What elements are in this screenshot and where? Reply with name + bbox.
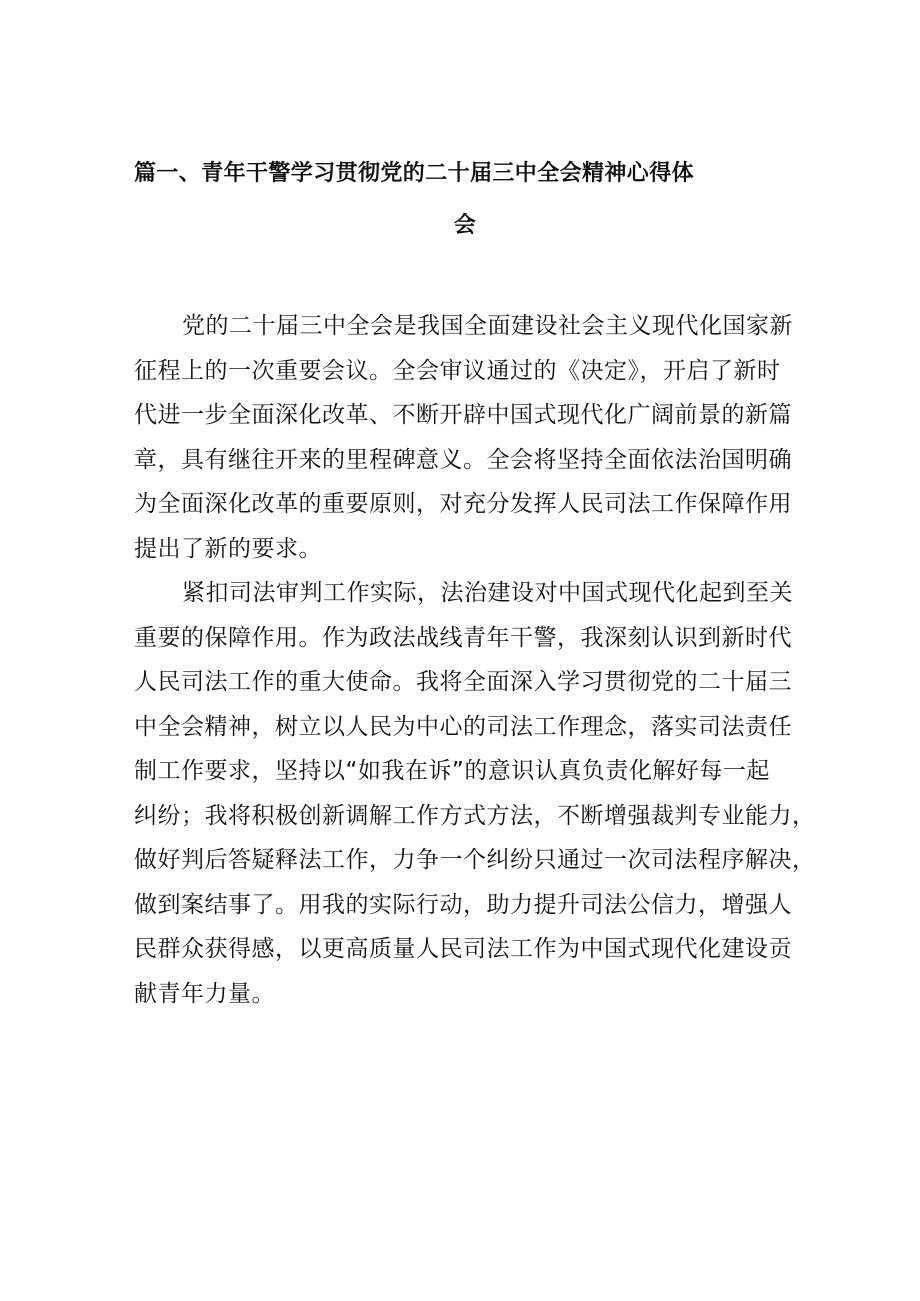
text-line: 做好判后答疑释法工作，力争一个纠纷只通过一次司法程序解决， (134, 847, 816, 873)
text-line: 为全面深化改革的重要原则，对充分发挥人民司法工作保障作用 (134, 491, 792, 517)
document-body (134, 304, 816, 1016)
text-line: 章，具有继往开来的里程碑意义。全会将坚持全面依法治国明确 (134, 446, 792, 473)
text-line: 提出了新的要求。 (134, 535, 322, 562)
paragraph-1 (134, 304, 800, 571)
text-line: 重要的保障作用。作为政法战线青年干警，我深刻认识到新时代 (134, 624, 792, 651)
text-line: 民群众获得感，以更高质量人民司法工作为中国式现代化建设贡 (134, 936, 792, 962)
text-line: 代进一步全面深化改革、不断开辟中国式现代化广阔前景的新篇 (134, 402, 792, 428)
text-line: 献青年力量。 (134, 980, 275, 1007)
title-line: 篇一、青年干警学习贯彻党的二十届三中全会精神心得体 (134, 161, 695, 186)
text-line: 党的二十届三中全会是我国全面建设社会主义现代化国家新 (182, 313, 793, 339)
paragraph-2 (134, 571, 816, 1016)
title-line: 会 (453, 213, 477, 238)
text-line: 紧扣司法审判工作实际，法治建设对中国式现代化起到至关 (182, 580, 793, 606)
text-line: 纠纷；我将积极创新调解工作方式方法，不断增强裁判专业能力， (134, 802, 816, 829)
document-title (134, 148, 794, 252)
text-line: 中全会精神，树立以人民为中心的司法工作理念，落实司法责任 (134, 713, 792, 740)
text-line: 征程上的一次重要会议。全会审议通过的《决定》，开启了新时 (134, 357, 781, 384)
text-line: 制工作要求，坚持以“如我在诉”的意识认真负责化解好每一起 (134, 758, 770, 784)
text-line: 人民司法工作的重大使命。我将全面深入学习贯彻党的二十届三 (134, 669, 792, 695)
text-line: 做到案结事了。用我的实际行动，助力提升司法公信力，增强人 (134, 891, 792, 918)
